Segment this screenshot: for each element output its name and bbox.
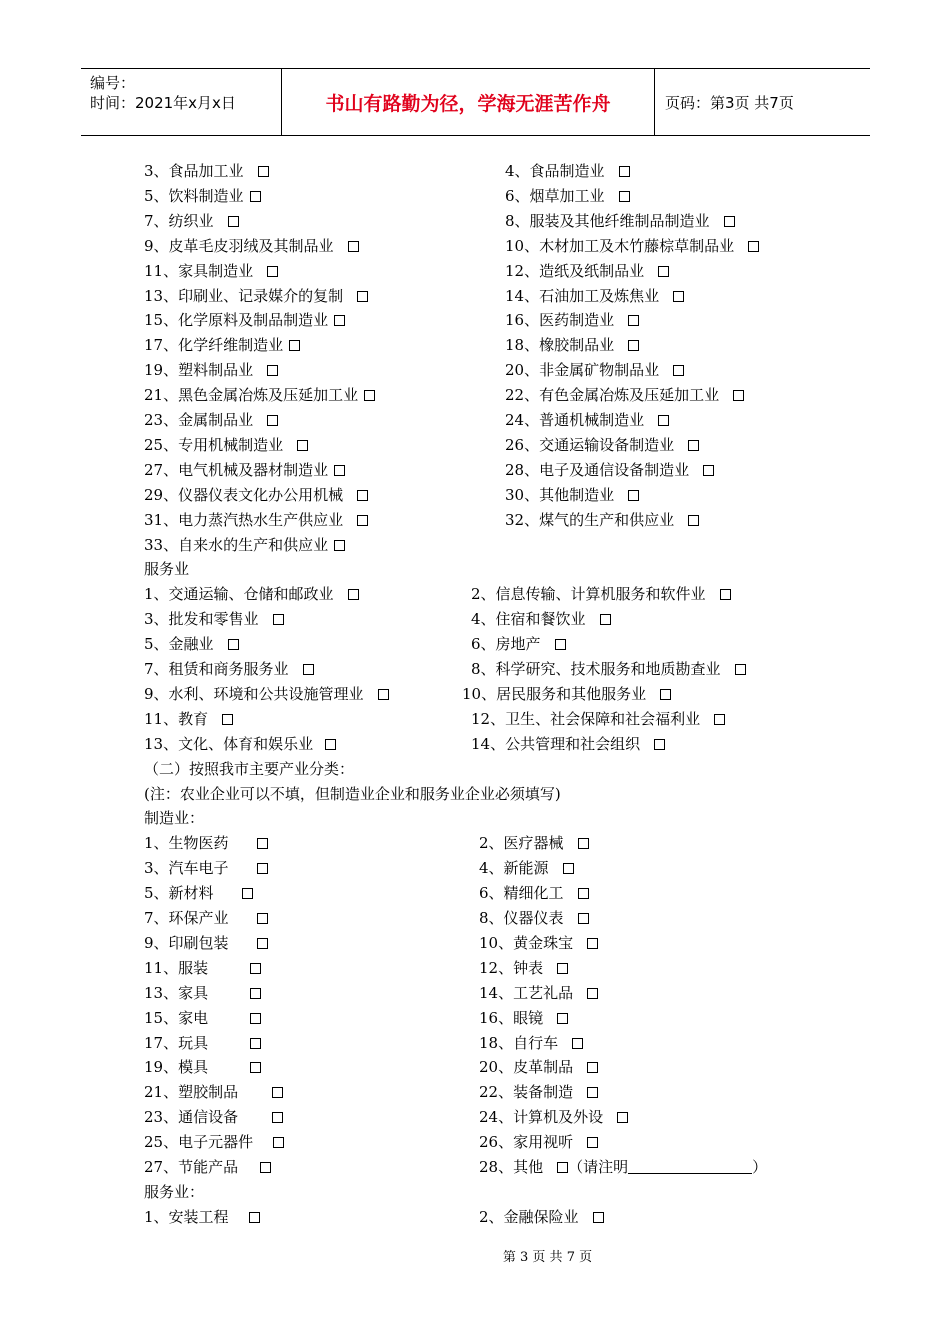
- checkbox[interactable]: [325, 739, 336, 750]
- option-label: 26、交通运输设备制造业: [505, 435, 675, 454]
- checkbox[interactable]: [357, 291, 368, 302]
- option-label: 5、新材料: [144, 884, 214, 903]
- checkbox[interactable]: [688, 440, 699, 451]
- industry-option: [144, 184, 261, 208]
- industry-option: [479, 1105, 628, 1129]
- industry-option: [471, 582, 731, 606]
- section-heading: [144, 782, 561, 806]
- checkbox[interactable]: [587, 988, 598, 999]
- option-label: 服务业: [144, 560, 190, 579]
- checkbox[interactable]: [378, 689, 389, 700]
- checkbox[interactable]: [348, 589, 359, 600]
- checkbox[interactable]: [735, 664, 746, 675]
- industry-option: [505, 284, 684, 308]
- industry-option: [144, 732, 336, 756]
- checkbox[interactable]: [628, 340, 639, 351]
- checkbox[interactable]: [267, 266, 278, 277]
- section-heading: [144, 1180, 204, 1204]
- option-label: 4、新能源: [479, 859, 549, 878]
- option-label: 13、印刷业、记录媒介的复制: [144, 286, 344, 305]
- checkbox[interactable]: [578, 913, 589, 924]
- industry-option: [144, 1130, 284, 1154]
- industry-option: [144, 458, 345, 482]
- industry-option: [144, 333, 300, 357]
- industry-option: [144, 1080, 283, 1104]
- checkbox[interactable]: [593, 1212, 604, 1223]
- checkbox[interactable]: [557, 1013, 568, 1024]
- industry-option: [471, 732, 665, 756]
- option-label: 20、非金属矿物制品业: [505, 361, 660, 380]
- industry-option: [505, 234, 759, 258]
- option-label: 22、有色金属冶炼及压延加工业: [505, 386, 720, 405]
- checkbox[interactable]: [357, 515, 368, 526]
- option-label: 31、电力蒸汽热水生产供应业: [144, 510, 344, 529]
- option-label: 1、生物医药: [144, 834, 229, 853]
- industry-option: [144, 632, 239, 656]
- checkbox[interactable]: [587, 938, 598, 949]
- option-label: 15、化学原料及制品制造业: [144, 311, 329, 330]
- industry-option: [505, 483, 639, 507]
- option-label: 制造业：: [144, 809, 205, 828]
- industry-option: [505, 209, 735, 233]
- industry-option: [144, 1105, 283, 1129]
- industry-option: [479, 1006, 568, 1030]
- section-heading: [144, 806, 204, 830]
- option-label: 14、公共管理和社会组织: [471, 734, 641, 753]
- checkbox[interactable]: [578, 888, 589, 899]
- checkbox[interactable]: [733, 390, 744, 401]
- page-header: [81, 68, 870, 136]
- industry-option: [479, 856, 574, 880]
- option-label: 2、信息传输、计算机服务和软件业: [471, 585, 706, 604]
- industry-option: [144, 433, 308, 457]
- option-label: 4、食品制造业: [505, 162, 605, 180]
- checkbox[interactable]: [250, 988, 261, 999]
- option-label: 7、环保产业: [144, 909, 229, 927]
- industry-option: [144, 1055, 261, 1079]
- industry-option: [471, 632, 566, 656]
- option-label: 8、仪器仪表: [479, 909, 564, 927]
- industry-option: [505, 184, 630, 208]
- checkbox[interactable]: [267, 365, 278, 376]
- option-label: 14、工艺礼品: [479, 983, 574, 1002]
- industry-option: [144, 533, 345, 557]
- industry-option: [505, 358, 684, 382]
- checkbox[interactable]: [703, 465, 714, 476]
- option-label: 9、水利、环境和公共设施管理业: [144, 684, 364, 703]
- page-footer: 第 3 页 共 7 页: [502, 1250, 593, 1265]
- checkbox[interactable]: [258, 166, 269, 177]
- checkbox[interactable]: [587, 1087, 598, 1098]
- industry-option: [505, 458, 714, 482]
- checkbox[interactable]: [357, 490, 368, 501]
- industry-option: [144, 408, 278, 432]
- industry-option: [479, 1055, 598, 1079]
- checkbox[interactable]: [587, 1137, 598, 1148]
- option-label: 17、玩具: [144, 1033, 209, 1052]
- industry-option: [144, 209, 239, 233]
- option-label: 12、钟表: [479, 958, 544, 977]
- option-label: 30、其他制造业: [505, 485, 615, 504]
- checkbox[interactable]: [658, 266, 669, 277]
- industry-option: [144, 856, 268, 880]
- industry-option: [144, 956, 261, 980]
- checkbox[interactable]: [334, 315, 345, 326]
- option-label: 9、印刷包装: [144, 933, 229, 952]
- checkbox[interactable]: [748, 241, 759, 252]
- checkbox[interactable]: [578, 838, 589, 849]
- checkbox[interactable]: [654, 739, 665, 750]
- checkbox[interactable]: [334, 465, 345, 476]
- industry-option: [479, 1155, 767, 1179]
- checkbox[interactable]: [619, 166, 630, 177]
- option-label: 12、卫生、社会保障和社会福利业: [471, 709, 701, 728]
- option-label: 服务业：: [144, 1182, 205, 1201]
- checkbox[interactable]: [572, 1038, 583, 1049]
- option-label: 20、皮革制品: [479, 1058, 574, 1077]
- industry-option: [471, 607, 611, 631]
- option-label: 1、安装工程: [144, 1207, 229, 1226]
- industry-option: [505, 308, 639, 332]
- industry-option: [144, 906, 268, 930]
- industry-option: [144, 358, 278, 382]
- option-label: 18、自行车: [479, 1033, 559, 1052]
- option-label: 28、其他: [479, 1158, 544, 1176]
- checkbox[interactable]: [563, 863, 574, 874]
- option-label: 12、造纸及纸制品业: [505, 261, 645, 280]
- checkbox[interactable]: [250, 191, 261, 202]
- checkbox[interactable]: [557, 963, 568, 974]
- header-meta: [81, 69, 282, 135]
- checkbox[interactable]: [673, 291, 684, 302]
- checkbox[interactable]: [628, 315, 639, 326]
- industry-option: [144, 1155, 271, 1179]
- checkbox[interactable]: [272, 1112, 283, 1123]
- checkbox[interactable]: [619, 191, 630, 202]
- specify-note-end: ）: [752, 1158, 768, 1176]
- checkbox[interactable]: [555, 639, 566, 650]
- industry-option: [479, 906, 589, 930]
- industry-option: [144, 682, 389, 706]
- checkbox[interactable]: [673, 365, 684, 376]
- time-label: 时间：2021年x月x日: [90, 94, 236, 112]
- option-label: 19、模具: [144, 1058, 209, 1077]
- checkbox[interactable]: [242, 888, 253, 899]
- option-label: 8、科学研究、技术服务和地质勘查业: [471, 660, 721, 678]
- checkbox[interactable]: [250, 1062, 261, 1073]
- header-motto: 书山有路勤为径，学海无涯苦作舟: [282, 69, 655, 135]
- checkbox[interactable]: [257, 838, 268, 849]
- option-label: 13、文化、体育和娱乐业: [144, 734, 314, 753]
- industry-option: [144, 1205, 260, 1229]
- industry-option: [479, 1130, 598, 1154]
- option-label: 2、金融保险业: [479, 1207, 579, 1226]
- option-label: 26、家用视听: [479, 1133, 574, 1152]
- checkbox[interactable]: [334, 540, 345, 551]
- checkbox[interactable]: [257, 863, 268, 874]
- option-label: 11、家具制造业: [144, 261, 254, 280]
- checkbox[interactable]: [228, 216, 239, 227]
- checkbox[interactable]: [249, 1212, 260, 1223]
- checkbox[interactable]: [364, 390, 375, 401]
- industry-option: [505, 159, 630, 183]
- checkbox[interactable]: [250, 1038, 261, 1049]
- option-label: 24、计算机及外设: [479, 1108, 604, 1127]
- checkbox[interactable]: [303, 664, 314, 675]
- industry-option: [479, 981, 598, 1005]
- option-label: 7、租赁和商务服务业: [144, 660, 289, 678]
- option-label: 13、家具: [144, 983, 209, 1002]
- option-label: 11、服装: [144, 958, 209, 977]
- option-label: 3、汽车电子: [144, 859, 229, 878]
- option-label: 21、塑胶制品: [144, 1083, 239, 1102]
- option-label: 23、金属制品业: [144, 411, 254, 429]
- option-label: (注：农业企业可以不填，但制造业企业和服务业企业必须填写): [144, 784, 561, 803]
- industry-option: [144, 234, 359, 258]
- checkbox[interactable]: [267, 415, 278, 426]
- checkbox[interactable]: [297, 440, 308, 451]
- checkbox[interactable]: [348, 241, 359, 252]
- industry-option: [144, 1006, 261, 1030]
- option-label: 17、化学纤维制造业: [144, 336, 284, 355]
- industry-option: [144, 159, 269, 183]
- checkbox[interactable]: [250, 1013, 261, 1024]
- industry-option: [144, 831, 268, 855]
- industry-option: [144, 881, 253, 905]
- option-label: 25、电子元器件: [144, 1133, 254, 1152]
- option-label: 25、专用机械制造业: [144, 435, 284, 454]
- industry-option: [144, 1031, 261, 1055]
- industry-option: [144, 607, 284, 631]
- option-label: 16、医药制造业: [505, 311, 615, 330]
- industry-option: [479, 1080, 598, 1104]
- option-label: 22、装备制造: [479, 1083, 574, 1102]
- checkbox[interactable]: [273, 1137, 284, 1148]
- option-label: 2、医疗器械: [479, 834, 564, 853]
- specify-note: （请注明: [568, 1158, 629, 1176]
- option-label: 11、教育: [144, 709, 209, 728]
- option-label: 6、精细化工: [479, 884, 564, 903]
- checkbox[interactable]: [617, 1112, 628, 1123]
- industry-option: [144, 259, 278, 283]
- industry-option: [144, 707, 233, 731]
- checkbox[interactable]: [257, 913, 268, 924]
- industry-option: [144, 931, 268, 955]
- industry-option: [505, 408, 669, 432]
- industry-option: [471, 657, 746, 681]
- checkbox[interactable]: [257, 938, 268, 949]
- option-label: 33、自来水的生产和供应业: [144, 535, 329, 554]
- industry-option: [505, 433, 699, 457]
- option-label: 1、交通运输、仓储和邮政业: [144, 585, 334, 604]
- checkbox[interactable]: [272, 1087, 283, 1098]
- option-label: 28、电子及通信设备制造业: [505, 460, 690, 479]
- checkbox[interactable]: [660, 689, 671, 700]
- checkbox[interactable]: [228, 639, 239, 650]
- industry-option: [144, 284, 368, 308]
- industry-option: [144, 657, 314, 681]
- industry-option: [144, 483, 368, 507]
- option-label: 3、食品加工业: [144, 162, 244, 180]
- number-label: 编号：: [90, 74, 136, 92]
- industry-option: [505, 259, 669, 283]
- checkbox[interactable]: [250, 963, 261, 974]
- option-label: 27、电气机械及器材制造业: [144, 460, 329, 479]
- option-label: 18、橡胶制品业: [505, 336, 615, 355]
- option-label: 3、批发和零售业: [144, 610, 259, 629]
- checkbox[interactable]: [628, 490, 639, 501]
- industry-option: [505, 333, 639, 357]
- industry-option: [505, 508, 699, 532]
- industry-option: [144, 582, 359, 606]
- option-label: 15、家电: [144, 1008, 209, 1027]
- industry-option: [479, 1031, 583, 1055]
- option-label: 10、黄金珠宝: [479, 933, 574, 952]
- checkbox[interactable]: [724, 216, 735, 227]
- option-label: 7、纺织业: [144, 211, 214, 230]
- industry-option: [144, 981, 261, 1005]
- checkbox[interactable]: [720, 589, 731, 600]
- checkbox[interactable]: [557, 1162, 568, 1173]
- option-label: 5、金融业: [144, 635, 214, 654]
- industry-option: [479, 881, 589, 905]
- option-label: （二）按照我市主要产业分类：: [144, 759, 355, 778]
- industry-option: [479, 956, 568, 980]
- option-label: 16、眼镜: [479, 1008, 544, 1027]
- option-label: 5、饮料制造业: [144, 186, 244, 205]
- option-label: 29、仪器仪表文化办公用机械: [144, 485, 344, 504]
- section-heading: [144, 757, 354, 781]
- checkbox[interactable]: [260, 1162, 271, 1173]
- industry-option: [479, 931, 598, 955]
- industry-option: [479, 831, 589, 855]
- specify-input[interactable]: [628, 1158, 752, 1174]
- section-heading: [144, 557, 189, 581]
- option-label: 14、石油加工及炼焦业: [505, 286, 660, 305]
- header-page-label: 页码：第3页 共7页: [665, 93, 794, 112]
- checkbox[interactable]: [714, 714, 725, 725]
- option-label: 6、烟草加工业: [505, 186, 605, 205]
- checkbox[interactable]: [273, 614, 284, 625]
- industry-option: [471, 707, 725, 731]
- checkbox[interactable]: [600, 614, 611, 625]
- checkbox[interactable]: [587, 1062, 598, 1073]
- industry-option: [479, 1205, 604, 1229]
- checkbox[interactable]: [289, 340, 300, 351]
- industry-option: [144, 508, 368, 532]
- option-label: 8、服装及其他纤维制品制造业: [505, 211, 710, 230]
- industry-option: [144, 383, 375, 407]
- option-label: 6、房地产: [471, 635, 541, 654]
- checkbox[interactable]: [688, 515, 699, 526]
- checkbox[interactable]: [658, 415, 669, 426]
- option-label: 32、煤气的生产和供应业: [505, 510, 675, 529]
- option-label: 21、黑色金属冶炼及压延加工业: [144, 386, 359, 405]
- option-label: 9、皮革毛皮羽绒及其制品业: [144, 236, 334, 255]
- option-label: 27、节能产品: [144, 1158, 239, 1176]
- option-label: 24、普通机械制造业: [505, 411, 645, 429]
- option-label: 23、通信设备: [144, 1108, 239, 1127]
- option-label: 10、木材加工及木竹藤棕草制品业: [505, 236, 735, 255]
- industry-option: [462, 682, 671, 706]
- option-label: 10、居民服务和其他服务业: [462, 684, 647, 703]
- option-label: 19、塑料制品业: [144, 361, 254, 380]
- option-label: 4、住宿和餐饮业: [471, 610, 586, 629]
- industry-option: [144, 308, 345, 332]
- checkbox[interactable]: [222, 714, 233, 725]
- industry-option: [505, 383, 744, 407]
